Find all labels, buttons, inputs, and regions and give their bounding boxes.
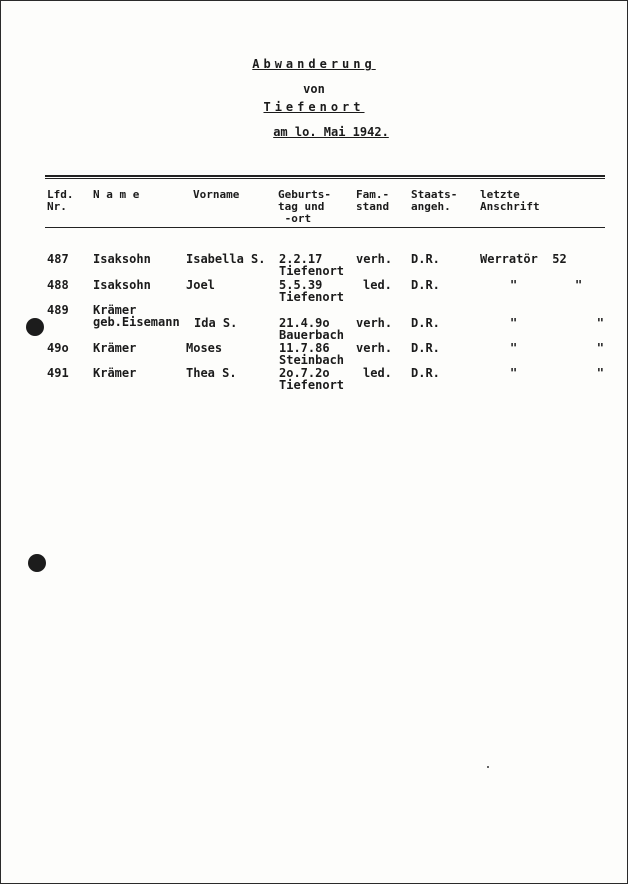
row-489-name: Krämer geb.Eisemann <box>93 303 180 329</box>
row-491-nr: 491 <box>47 366 69 380</box>
header-name: N a m e <box>93 188 140 201</box>
row-490-geburt: 11.7.86 Steinbach <box>279 341 345 367</box>
row-488-vorname: Joel <box>186 278 215 292</box>
row-489-vorname: Ida S. <box>194 316 238 330</box>
punch-hole-upper <box>26 318 44 336</box>
row-488-staat: D.R. <box>411 278 440 292</box>
row-488-geburt: 5.5.39 Tiefenort <box>279 278 345 304</box>
row-487-name: Isaksohn <box>93 252 151 266</box>
title-von: von <box>303 82 325 96</box>
row-489-nr: 489 <box>47 303 69 317</box>
row-487-staat: D.R. <box>411 252 440 266</box>
row-491-name: Krämer <box>93 366 137 380</box>
header-top-rule <box>45 175 605 177</box>
title-tiefenort: Tiefenort <box>263 100 365 114</box>
row-489-fam: verh. <box>356 316 393 330</box>
row-490-staat: D.R. <box>411 341 440 355</box>
row-487-anschrift: Werratör 52 <box>480 252 567 266</box>
row-488-name: Isaksohn <box>93 278 151 292</box>
row-487-nr: 487 <box>47 252 69 266</box>
row-490-anschrift: " " <box>510 341 604 355</box>
paper-speck <box>487 766 489 768</box>
row-490-nr: 49o <box>47 341 69 355</box>
row-487-vorname: Isabella S. <box>186 252 266 266</box>
punch-hole-lower <box>28 554 46 572</box>
row-490-vorname: Moses <box>186 341 223 355</box>
row-488-anschrift: " " <box>510 278 583 292</box>
row-490-fam: verh. <box>356 341 393 355</box>
row-487-fam: verh. <box>356 252 393 266</box>
header-staatsangeh: Staats- angeh. <box>411 188 458 213</box>
row-491-anschrift: " " <box>510 366 604 380</box>
row-491-vorname: Thea S. <box>186 366 237 380</box>
row-491-geburt: 2o.7.2o Tiefenort <box>279 366 345 392</box>
title-date: am lo. Mai 1942. <box>273 125 389 139</box>
row-491-staat: D.R. <box>411 366 440 380</box>
row-489-geburt: 21.4.9o Bauerbach <box>279 316 345 342</box>
row-491-fam: led. <box>363 366 392 380</box>
header-bottom-rule <box>45 227 605 228</box>
row-487-geburt: 2.2.17 Tiefenort <box>279 252 345 278</box>
title-abwanderung: Abwanderung <box>252 57 376 71</box>
row-488-fam: led. <box>363 278 392 292</box>
header-famstand: Fam.- stand <box>356 188 390 213</box>
header-top-rule-thin <box>45 178 605 179</box>
header-vorname: Vorname <box>193 188 240 201</box>
row-490-name: Krämer <box>93 341 137 355</box>
row-489-anschrift: " " <box>510 316 604 330</box>
header-geburt: Geburts- tag und -ort <box>278 188 331 225</box>
header-anschrift: letzte Anschrift <box>480 188 540 213</box>
header-lfd-nr: Lfd. Nr. <box>47 188 74 213</box>
row-488-nr: 488 <box>47 278 69 292</box>
row-489-staat: D.R. <box>411 316 440 330</box>
